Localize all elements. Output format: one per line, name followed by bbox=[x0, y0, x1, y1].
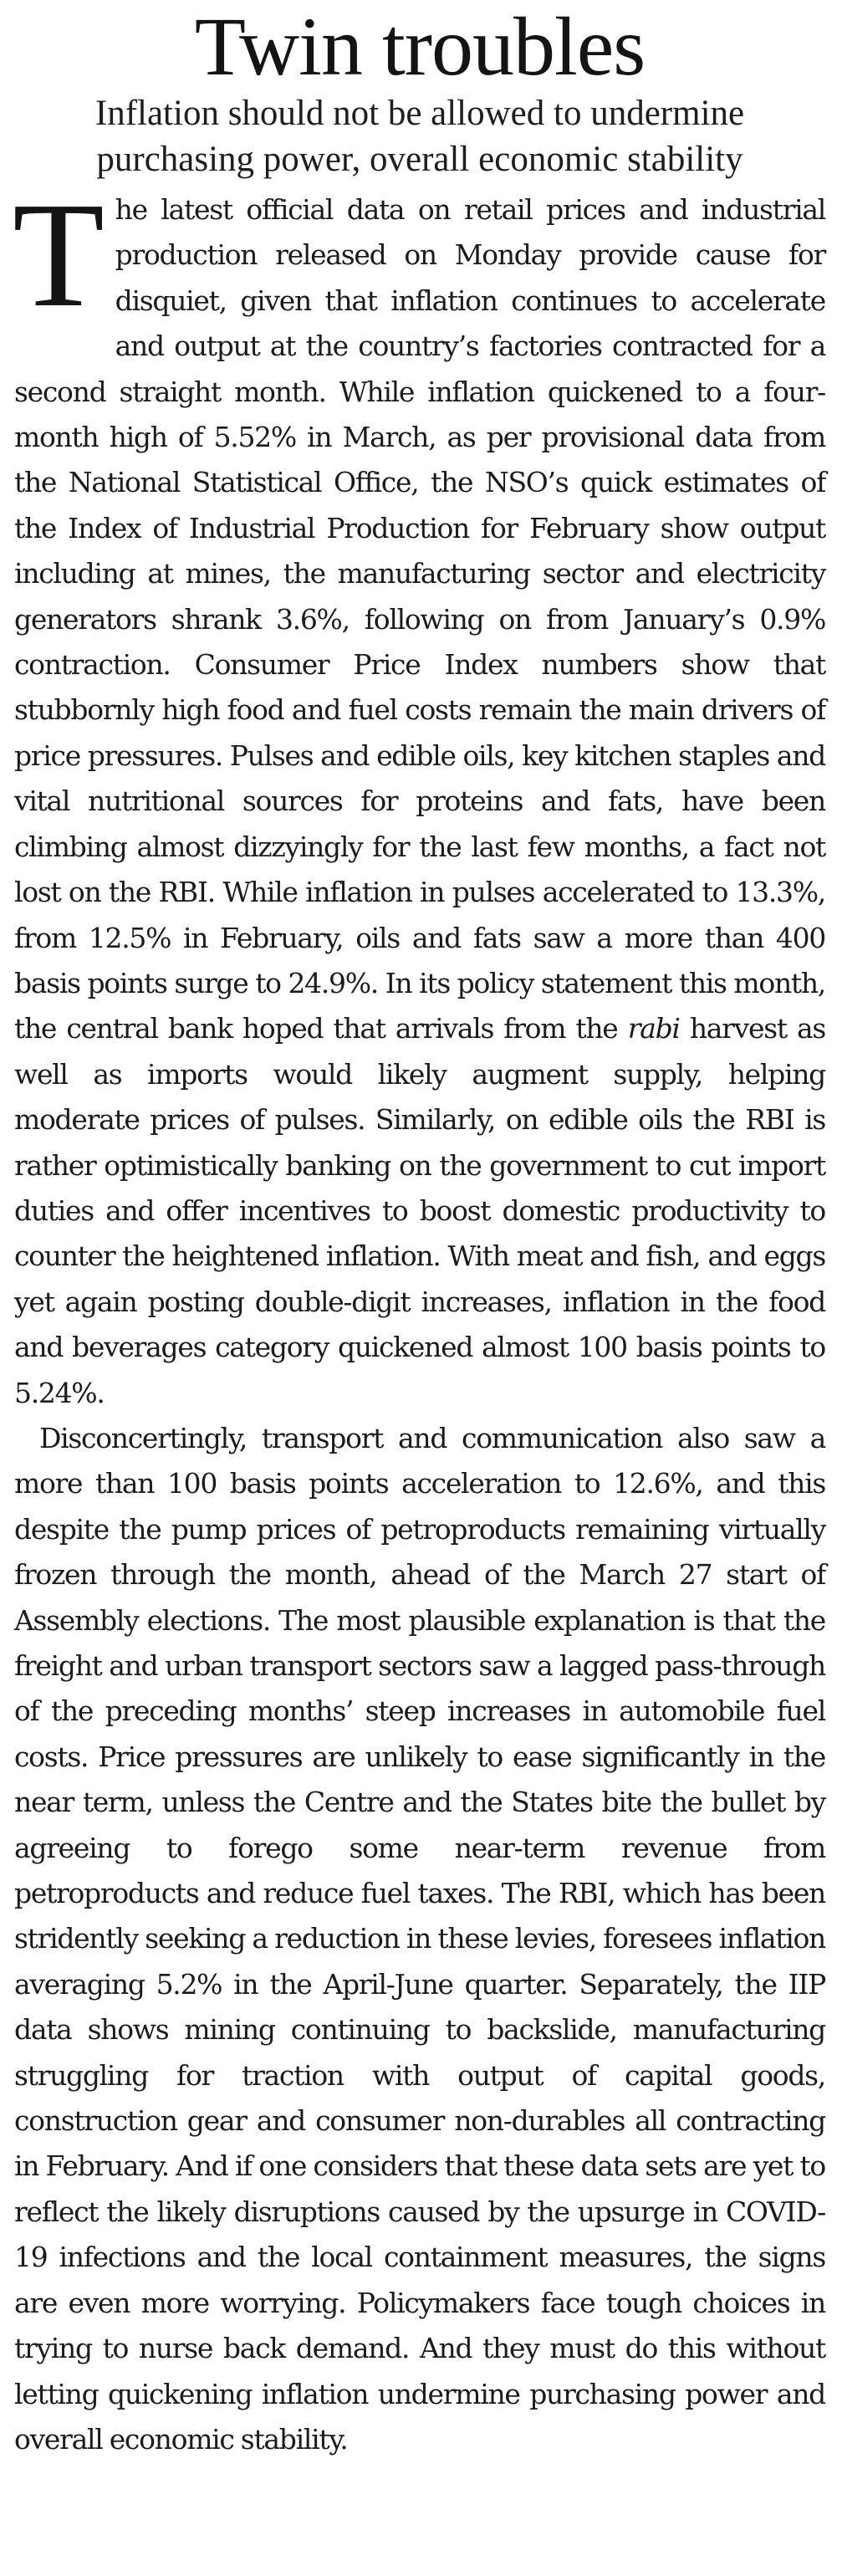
paragraph-1 bbox=[13, 171, 825, 1416]
headline: Twin troubles bbox=[194, 0, 646, 93]
paragraph-1-text-b: harvest as well as imports would likely augment supply, helping moderate prices of pulses. Similarly, on edible oils the RBI is rather optimistically banking on the government to cut import duties and offer incentives to boost domestic productivity to counter the heightened inflation. With meat and fish, and eggs yet again posting double-digit increases, inflation in the food and beverages category quickened almost 100 basis points to 5.24%. bbox=[14, 1012, 825, 1409]
paragraph-1-text-a: he latest official data on retail prices and industrial production released on Monday provide cause for disquiet, given that inflation continues to accelerate and output at the country’s factories contracted for a second straight month. While inflation quickened to a four-month high of 5.52% in March, as per provisional data from the National Statistical Office, the NSO’s quick estimates of the Index of Industrial Production for February show output including at mines, the manufacturing sector and electricity generators shrank 3.6%, following on from January’s 0.9% contraction. Consumer Price Index numbers show that stubbornly high food and fuel costs remain the main drivers of price pressures. Pulses and edible oils, key kitchen staples and vital nutritional sources for proteins and fats, have been climbing almost dizzyingly for the last few months, a fact not lost on the RBI. While inflation in pulses accelerated to 13.3%, from 12.5% in February, oils and fats saw a more than 400 basis points surge to 24.9%. In its policy statement this month, the central bank hoped that arrivals from the bbox=[14, 193, 825, 1045]
italic-term: rabi bbox=[627, 1012, 680, 1045]
drop-cap: T bbox=[13, 171, 104, 338]
subheadline: Inflation should not be allowed to undermine purchasing power, overall economic stability bbox=[94, 94, 745, 179]
article-body bbox=[13, 171, 825, 2462]
paragraph-2: Disconcertingly, transport and communication also saw a more than 100 basis points acceleration to 12.6%, and this despite the pump prices of petroproducts remaining virtually frozen through the month, ahead of the March 27 start of Assembly elections. The most plausible explanation is that the freight and urban transport sectors saw a lagged pass-through of the preceding months’ steep increases in automobile fuel costs. Price pressures are unlikely to ease significantly in the near term, unless the Centre and the States bite the bullet by agreeing to forego some near-term revenue from petroproducts and reduce fuel taxes. The RBI, which has been stridently seeking a reduction in these levies, foresees inflation averaging 5.2% in the April-June quarter. Separately, the IIP data shows mining continuing to backslide, manufacturing struggling for traction with output of capital goods, construction gear and consumer non-durables all contracting in February. And if one considers that these data sets are yet to reflect the likely disruptions caused by the upsurge in COVID-19 infections and the local containment measures, the signs are even more worrying. Policymakers face tough choices in trying to nurse back demand. And they must do this without letting quickening inflation undermine purchasing power and overall economic stability. bbox=[14, 1421, 825, 2456]
